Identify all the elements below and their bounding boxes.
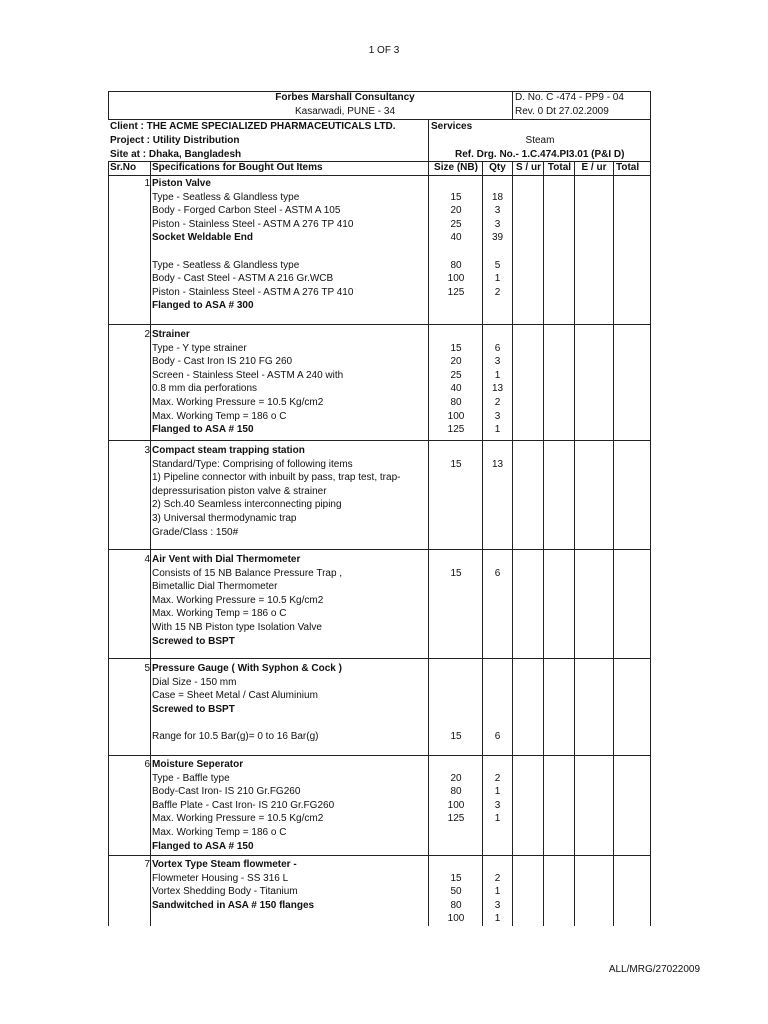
item-separator-line: [108, 440, 650, 441]
item-qty-cell: 3: [494, 356, 501, 368]
table-border-left-header: [108, 91, 109, 119]
footer-reference: ALL/MRG/27022009: [608, 964, 700, 975]
item-spec-line: Type - Seatless & Glandless type: [152, 259, 300, 271]
services-divider: [428, 119, 429, 161]
item-separator-line: [108, 549, 650, 550]
item-spec-line: With 15 NB Piston type Isolation Valve: [152, 622, 322, 633]
item-spec-line: Screwed to BSPT: [152, 635, 235, 647]
page-number: 1 OF 3: [368, 45, 400, 56]
item-title: Moisture Seperator: [152, 759, 244, 770]
item-spec-line: Piston - Stainless Steel - ASTM A 276 TP 410: [152, 218, 354, 230]
item-spec-line: Max. Working Pressure = 10.5 Kg/cm2: [152, 813, 324, 825]
item-spec-line: Grade/Class : 150#: [152, 526, 239, 538]
col-line-left: [108, 161, 109, 926]
item-qty-cell: 6: [494, 567, 501, 579]
item-size-cell: 80: [450, 397, 462, 408]
col-line-e-ur: [613, 161, 614, 926]
item-sr-no: 4: [144, 554, 150, 565]
item-spec-line: Body-Cast Iron- IS 210 Gr.FG260: [152, 786, 301, 798]
col-size: Size (NB): [434, 162, 478, 173]
item-spec-line: Baffle Plate - Cast Iron- IS 210 Gr.FG260: [152, 799, 335, 811]
item-spec-line: Socket Weldable End: [152, 232, 253, 244]
item-spec-line: Body - Forged Carbon Steel - ASTM A 105: [152, 205, 341, 217]
project-line: Project : Utility Distribution: [110, 135, 240, 146]
item-spec-line: Screwed to BSPT: [152, 703, 235, 715]
item-size-cell: 100: [447, 273, 465, 285]
item-qty-cell: 1: [494, 913, 501, 925]
item-size-cell: 125: [447, 424, 465, 436]
item-size-cell: 125: [447, 286, 465, 298]
item-spec-line: Consists of 15 NB Balance Pressure Trap ,: [152, 567, 343, 579]
item-spec-line: Max. Working Temp = 186 o C: [152, 410, 287, 422]
item-sr-no: 3: [144, 445, 150, 456]
client-line: Client : THE ACME SPECIALIZED PHARMACEUTICALS LTD.: [110, 121, 396, 132]
item-qty-cell: 2: [494, 772, 501, 784]
item-qty-cell: 1: [494, 369, 501, 381]
item-size-cell: 25: [450, 218, 462, 230]
item-qty-cell: 3: [494, 410, 501, 422]
item-size-cell: 100: [447, 410, 465, 422]
item-size-cell: 40: [450, 383, 462, 395]
table-border-right: [650, 91, 651, 926]
col-line-s-ur: [543, 161, 544, 926]
item-spec-line: Max. Working Pressure = 10.5 Kg/cm2: [152, 397, 324, 408]
item-sr-no: 7: [144, 859, 150, 870]
column-header-bottom-line: [108, 175, 650, 176]
company-address: Kasarwadi, PUNE - 34: [294, 106, 396, 117]
item-qty-cell: 18: [491, 191, 504, 203]
item-qty-cell: 6: [494, 731, 501, 742]
item-title: Compact steam trapping station: [152, 445, 305, 456]
col-line-spec: [428, 161, 429, 926]
header-bottom-line: [108, 119, 650, 120]
item-title: Air Vent with Dial Thermometer: [152, 554, 301, 565]
item-qty-cell: 3: [494, 205, 501, 217]
item-spec-line: Case = Sheet Metal / Cast Aluminium: [152, 690, 318, 702]
item-qty-cell: 2: [494, 286, 501, 298]
item-size-cell: 15: [450, 458, 462, 470]
item-spec-line: Max. Working Temp = 186 o C: [152, 608, 287, 620]
item-sr-no: 6: [144, 759, 150, 770]
services-value: Steam: [525, 135, 555, 146]
col-total-2: Total: [616, 162, 640, 173]
item-size-cell: 15: [450, 191, 462, 203]
item-spec-line: Range for 10.5 Bar(g)= 0 to 16 Bar(g): [152, 731, 319, 742]
item-separator-line: [108, 658, 650, 659]
item-spec-line: Flanged to ASA # 300: [152, 300, 254, 312]
item-title: Piston Valve: [152, 178, 211, 189]
reference-drawing: Ref. Drg. No.- 1.C.474.PI3.01 (P&I D): [455, 149, 625, 160]
item-qty-cell: 1: [494, 273, 501, 285]
item-qty-cell: 5: [494, 259, 501, 271]
item-qty-cell: 3: [494, 799, 501, 811]
item-spec-line: 1) Pipeline connector with inbuilt by pass, trap test, trap-: [152, 472, 401, 484]
item-spec-line: Max. Working Temp = 186 o C: [152, 827, 287, 838]
col-srno: Sr.No: [110, 162, 137, 173]
item-spec-line: Piston - Stainless Steel - ASTM A 276 TP 410: [152, 286, 354, 298]
item-size-cell: 80: [450, 899, 462, 911]
item-spec-line: Bimetallic Dial Thermometer: [152, 581, 278, 593]
item-spec-line: Max. Working Pressure = 10.5 Kg/cm2: [152, 594, 324, 606]
col-spec: Specifications for Bought Out Items: [152, 162, 323, 173]
item-spec-line: Sandwitched in ASA # 150 flanges: [152, 899, 315, 911]
item-size-cell: 100: [447, 913, 465, 925]
item-size-cell: 20: [450, 772, 462, 784]
item-spec-line: Standard/Type: Comprising of following items: [152, 458, 353, 470]
col-s-ur: S / ur: [515, 162, 541, 173]
item-qty-cell: 1: [494, 813, 501, 825]
item-spec-line: 2) Sch.40 Seamless interconnecting piping: [152, 499, 342, 511]
item-spec-line: 3) Universal thermodynamic trap: [152, 513, 297, 524]
item-size-cell: 80: [450, 786, 462, 798]
col-e-ur: E / ur: [581, 162, 607, 173]
item-spec-line: Flanged to ASA # 150: [152, 840, 254, 852]
item-spec-line: depressurisation piston valve & strainer: [152, 485, 327, 497]
item-sr-no: 1: [144, 178, 150, 189]
item-sr-no: 2: [144, 329, 150, 340]
item-size-cell: 80: [450, 259, 462, 271]
item-size-cell: 15: [450, 342, 462, 354]
item-spec-line: Flowmeter Housing - SS 316 L: [152, 872, 289, 884]
item-spec-line: Type - Y type strainer: [152, 342, 247, 354]
document-number: D. No. C -474 - PP9 - 04: [515, 92, 624, 103]
services-label: Services: [431, 121, 473, 132]
item-size-cell: 25: [450, 369, 462, 381]
item-qty-cell: 3: [494, 218, 501, 230]
item-spec-line: Dial Size - 150 mm: [152, 676, 237, 688]
item-size-cell: 15: [450, 872, 462, 884]
item-sr-no: 5: [144, 663, 150, 674]
item-separator-line: [108, 855, 650, 856]
item-qty-cell: 2: [494, 872, 501, 884]
item-separator-line: [108, 755, 650, 756]
item-spec-line: Screen - Stainless Steel - ASTM A 240 with: [152, 369, 344, 381]
item-size-cell: 50: [450, 886, 462, 898]
item-qty-cell: 13: [491, 458, 504, 470]
item-spec-line: 0.8 mm dia perforations: [152, 383, 258, 395]
item-title: Vortex Type Steam flowmeter -: [152, 859, 297, 870]
item-qty-cell: 2: [494, 397, 501, 408]
col-qty: Qty: [489, 162, 506, 173]
site-line: Site at : Dhaka, Bangladesh: [110, 149, 242, 160]
item-qty-cell: 13: [491, 383, 504, 395]
item-spec-line: Body - Cast Steel - ASTM A 216 Gr.WCB: [152, 273, 334, 285]
item-title: Pressure Gauge ( With Syphon & Cock ): [152, 663, 342, 674]
col-line-qty: [512, 161, 513, 926]
item-qty-cell: 39: [491, 232, 504, 244]
col-line-srno: [150, 161, 151, 926]
col-line-total-1: [574, 161, 575, 926]
item-spec-line: Type - Seatless & Glandless type: [152, 191, 300, 203]
item-spec-line: Vortex Shedding Body - Titanium: [152, 886, 298, 898]
company-name: Forbes Marshall Consultancy: [275, 92, 415, 103]
item-title: Strainer: [152, 329, 190, 340]
item-qty-cell: 1: [494, 786, 501, 798]
item-spec-line: Flanged to ASA # 150: [152, 424, 254, 436]
col-total-1: Total: [547, 162, 572, 173]
header-divider: [512, 91, 513, 119]
item-size-cell: 15: [450, 567, 462, 579]
item-separator-line: [108, 324, 650, 325]
item-qty-cell: 1: [494, 424, 501, 436]
item-spec-line: Body - Cast Iron IS 210 FG 260: [152, 356, 293, 368]
item-size-cell: 20: [450, 356, 462, 368]
item-qty-cell: 3: [494, 899, 501, 911]
item-qty-cell: 6: [494, 342, 501, 354]
revision: Rev. 0 Dt 27.02.2009: [515, 106, 609, 117]
item-size-cell: 125: [447, 813, 465, 825]
item-size-cell: 100: [447, 799, 465, 811]
item-size-cell: 40: [450, 232, 462, 244]
item-size-cell: 15: [450, 731, 462, 742]
item-spec-line: Type - Baffle type: [152, 772, 230, 784]
item-qty-cell: 1: [494, 886, 501, 898]
item-size-cell: 20: [450, 205, 462, 217]
